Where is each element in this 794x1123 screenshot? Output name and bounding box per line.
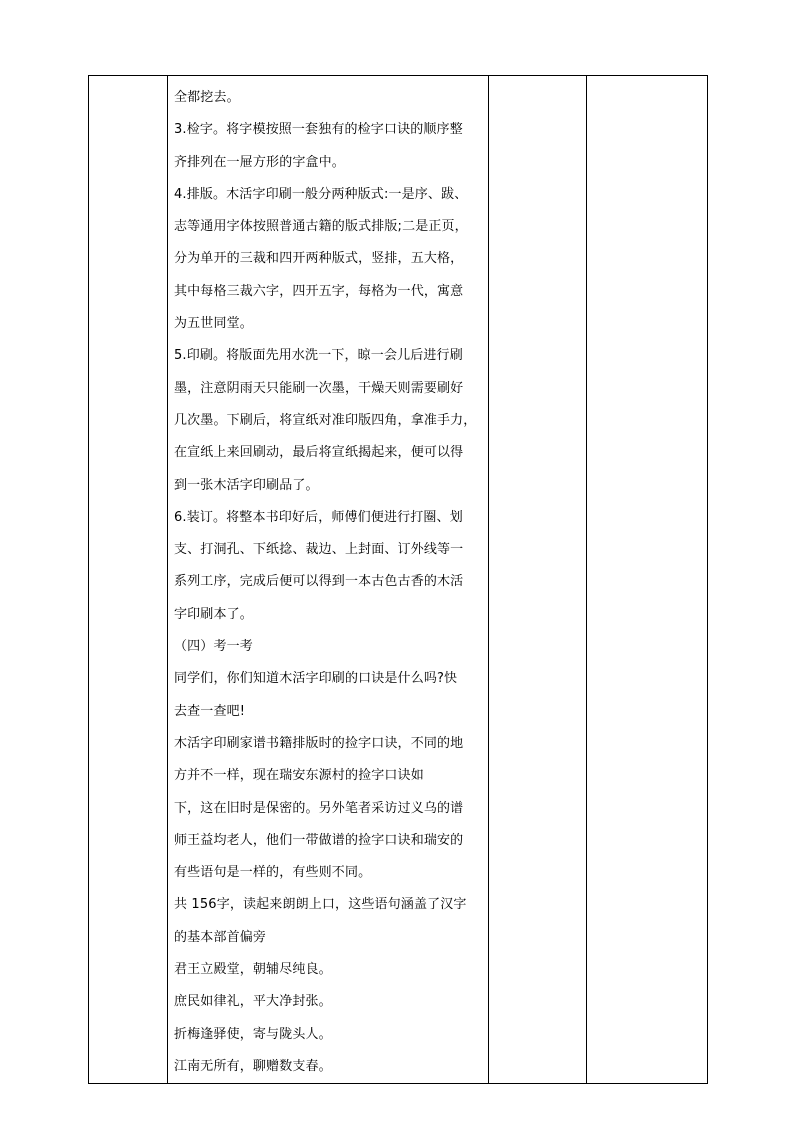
text-line: 系列工序，完成后便可以得到一本古色古香的木活	[174, 574, 464, 590]
text-line: 去查一查吧!	[174, 703, 246, 719]
stage-cell	[89, 76, 168, 1084]
text-line: 3.检字。将字模按照一套独有的检字口诀的顺序整	[174, 122, 463, 138]
text-line: 共 156字，读起来朗朗上口，这些语句涵盖了汉字	[174, 897, 467, 913]
poem-line: 折梅逢驿使，寄与陇头人。	[174, 1026, 332, 1042]
lesson-table	[88, 75, 708, 1084]
text-line: 师王益均老人，他们一带做谱的捡字口诀和瑞安的	[174, 832, 464, 848]
text-line: 有些语句是一样的，有些则不同。	[174, 865, 372, 881]
text-line: 同学们，你们知道木活字印刷的口诀是什么吗?快	[174, 671, 458, 687]
text-line: 在宣纸上来回刷动，最后将宣纸揭起来，便可以得	[174, 445, 464, 461]
text-line: 墨，注意阴雨天只能刷一次墨，干燥天则需要刷好	[174, 380, 464, 396]
content-cell	[168, 76, 489, 1084]
text-line: 志等通用字体按照普通古籍的版式排版;二是正页，	[174, 219, 468, 235]
table-row	[89, 76, 708, 1084]
text-line: 方并不一样，现在瑞安东源村的捡字口诀如	[174, 768, 424, 784]
text-line: 的基本部首偏旁	[174, 929, 267, 945]
design-intent-cell	[587, 76, 708, 1084]
student-activity-cell	[489, 76, 587, 1084]
text-line: 4.排版。木活字印刷一般分两种版式:一是序、跋、	[174, 186, 468, 202]
poem-line: 江南无所有，聊赠数支春。	[174, 1058, 332, 1074]
text-line: 5.印刷。将版面先用水洗一下，晾一会儿后进行刷	[174, 348, 463, 364]
section-heading: （四）考一考	[174, 639, 253, 655]
poem-line: 庶民如律礼，平大净封张。	[174, 994, 332, 1010]
text-line: 为五世同堂。	[174, 316, 253, 332]
text-line: 字印刷本了。	[174, 606, 253, 622]
text-line: 其中每格三裁六字，四开五字，每格为一代，寓意	[174, 283, 464, 299]
text-line: 分为单开的三裁和四开两种版式，竖排，五大格，	[174, 251, 464, 267]
text-line: 木活字印刷家谱书籍排版时的捡字口诀，不同的地	[174, 735, 464, 751]
content-text	[168, 76, 488, 1083]
text-line: 下，这在旧时是保密的。另外笔者采访过义乌的谱	[174, 800, 464, 816]
text-line: 到一张木活字印刷品了。	[174, 477, 319, 493]
text-line: 齐排列在一屉方形的字盒中。	[174, 154, 345, 170]
text-line: 6.装订。将整本书印好后，师傅们便进行打圈、划	[174, 509, 463, 525]
text-line: 全都挖去。	[174, 90, 240, 105]
text-line: 几次墨。下刷后，将宣纸对准印版四角，拿准手力，	[174, 412, 477, 428]
poem-line: 君王立殿堂，朝辅尽纯良。	[174, 962, 332, 978]
text-line: 支、打洞孔、下纸捻、裁边、上封面、订外线等一	[174, 542, 464, 558]
